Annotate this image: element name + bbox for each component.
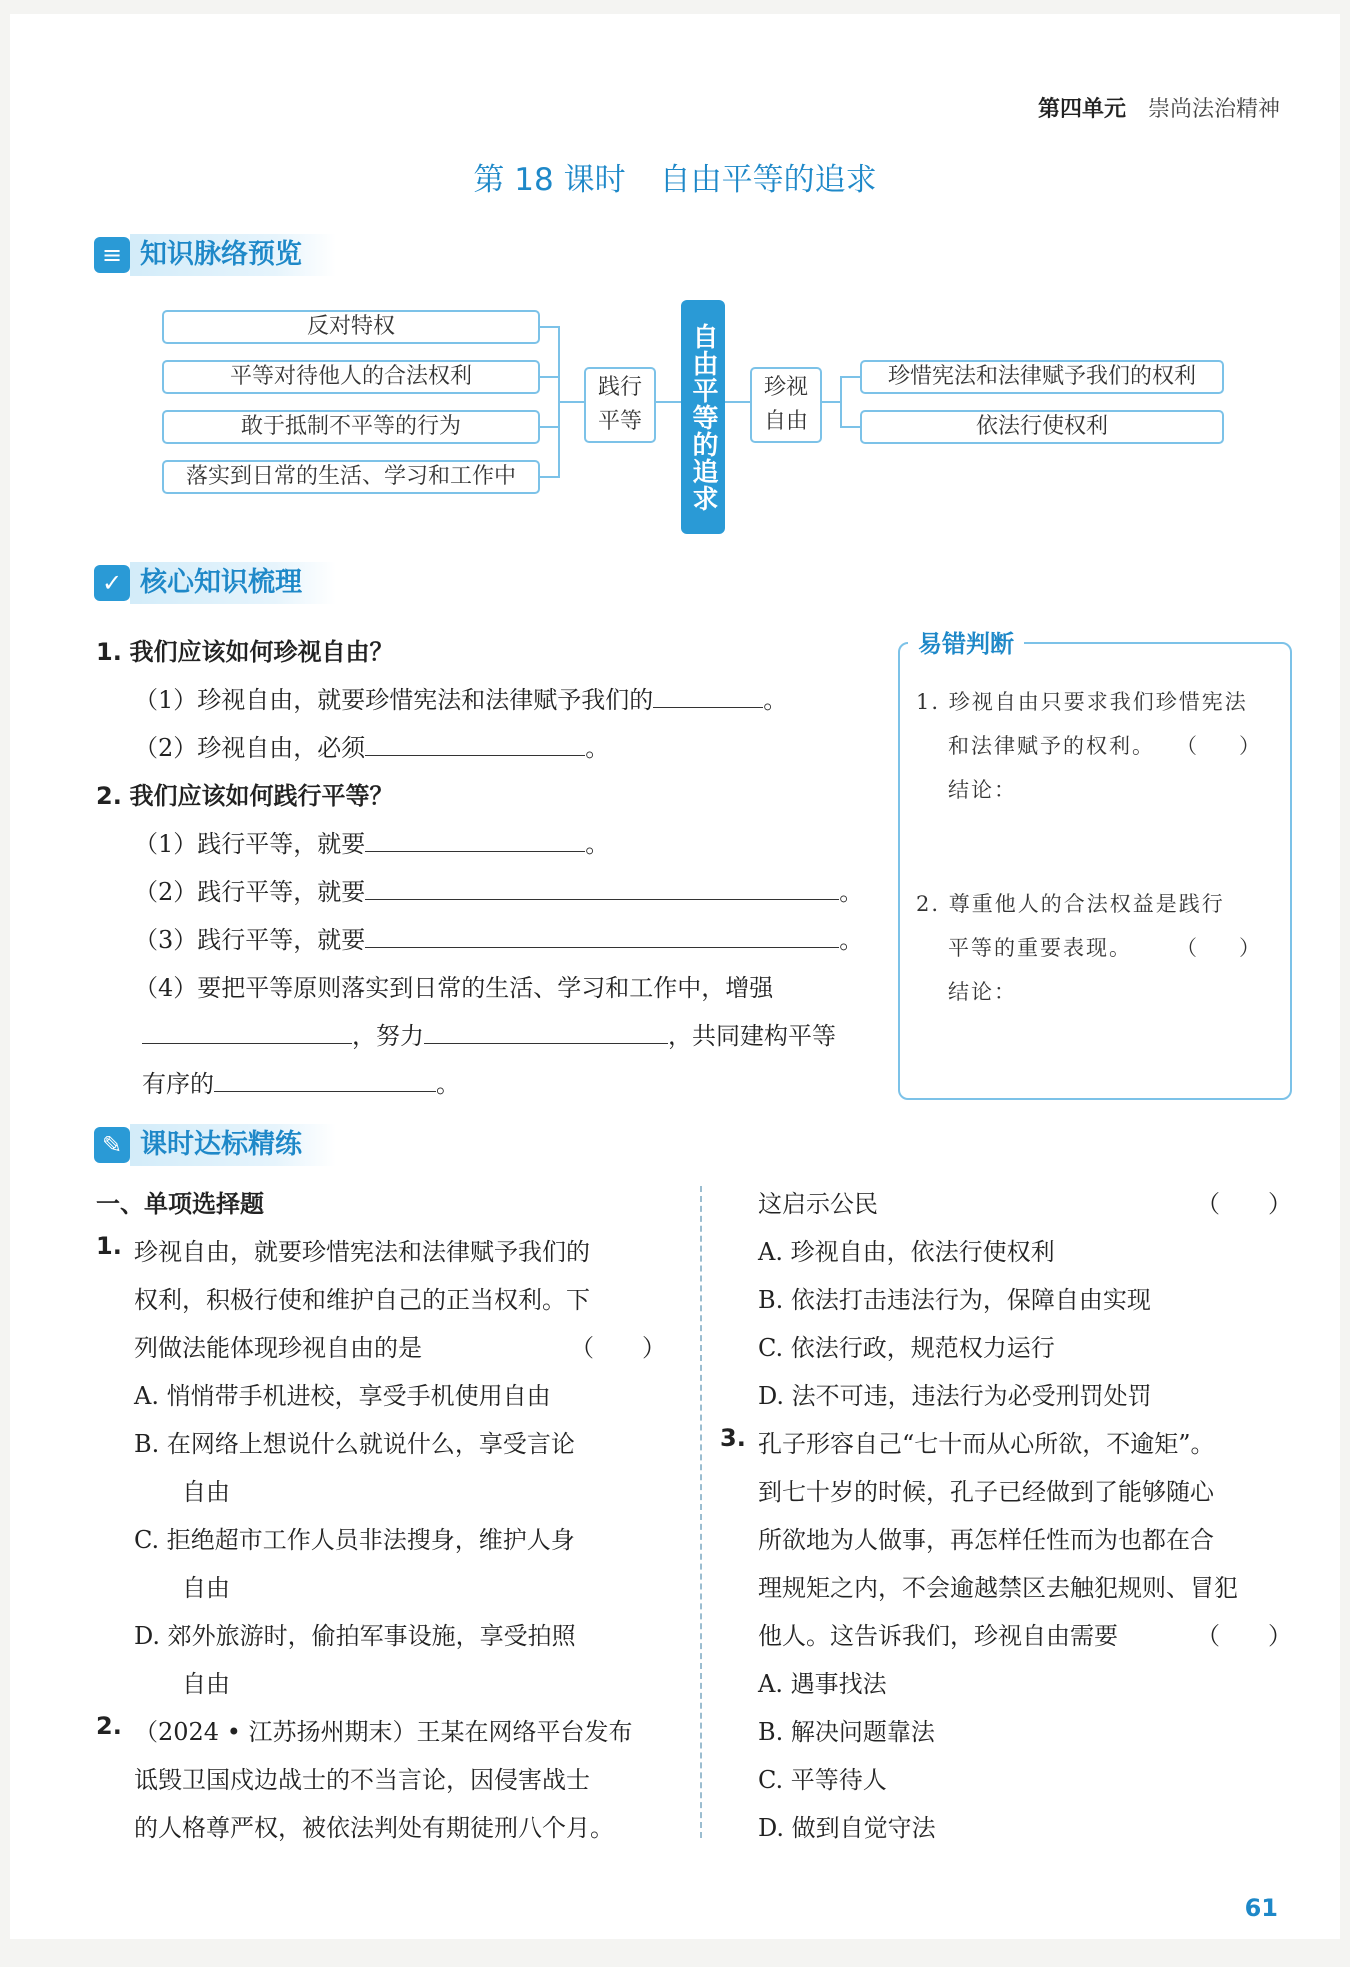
answer-blank[interactable] bbox=[365, 729, 585, 756]
mindmap-center-node: 自由平等的追求 bbox=[681, 300, 725, 534]
item-text: 和法律赋予的权利。 bbox=[948, 734, 1155, 758]
line-text: （1）珍视自由，就要珍惜宪法和法律赋予我们的 bbox=[134, 686, 654, 714]
line-text: （2）践行平等，就要 bbox=[134, 878, 366, 906]
question-number: 1. bbox=[96, 638, 122, 666]
connector bbox=[540, 426, 558, 428]
node-text: 平等 bbox=[597, 409, 642, 434]
question-line: 到七十岁的时候，孔子已经做到了能够随心 bbox=[758, 1478, 1214, 1506]
mindmap-item: 落实到日常的生活、学习和工作中 bbox=[162, 460, 540, 494]
lesson-number: 第 18 课时 bbox=[473, 162, 626, 198]
judgement-title-text: 易错判断 bbox=[918, 630, 1014, 658]
question-line: 列做法能体现珍视自由的是 bbox=[134, 1334, 422, 1362]
option-a[interactable]: A. 悄悄带手机进校，享受手机使用自由 bbox=[134, 1382, 551, 1410]
checkbox-icon: ✓ bbox=[94, 565, 130, 601]
option-b[interactable]: B. 解决问题靠法 bbox=[758, 1718, 935, 1746]
lesson-title bbox=[10, 154, 1340, 199]
item-number: 1. bbox=[916, 690, 941, 714]
practice-q3-number bbox=[720, 1424, 746, 1452]
core-line bbox=[142, 1016, 836, 1051]
option-d-cont: 自由 bbox=[182, 1670, 230, 1698]
layers-icon: ≡ bbox=[94, 237, 130, 273]
section-header-core bbox=[94, 560, 336, 606]
line-text: 。 bbox=[585, 734, 610, 762]
connector bbox=[725, 401, 750, 403]
judgement-line bbox=[948, 932, 1132, 962]
item-number: 2. bbox=[916, 892, 941, 916]
option-c[interactable]: C. 依法行政，规范权力运行 bbox=[758, 1334, 1055, 1362]
option-b[interactable]: B. 在网络上想说什么就说什么，享受言论 bbox=[134, 1430, 575, 1458]
connector bbox=[840, 376, 860, 378]
question-number: 2. bbox=[96, 1712, 122, 1740]
answer-paren[interactable]: （ ） bbox=[1176, 734, 1260, 758]
question-type-text: 一、单项选择题 bbox=[96, 1190, 264, 1218]
column-divider bbox=[700, 1186, 702, 1838]
answer-blank[interactable] bbox=[142, 1017, 352, 1044]
line-text: （4）要把平等原则落实到日常的生活、学习和工作中，增强 bbox=[134, 974, 774, 1002]
question-line: 理规矩之内，不会逾越禁区去触犯规则、冒犯 bbox=[758, 1574, 1238, 1602]
option-b[interactable]: B. 依法打击违法行为，保障自由实现 bbox=[758, 1286, 1151, 1314]
line-text: ，共同建构平等 bbox=[668, 1022, 836, 1050]
question-text: 我们应该如何践行平等？ bbox=[129, 782, 394, 810]
option-d[interactable]: D. 郊外旅游时，偷拍军事设施，享受拍照 bbox=[134, 1622, 576, 1650]
node-text: 践行 bbox=[597, 375, 642, 400]
core-line bbox=[134, 824, 609, 859]
judgement-title bbox=[908, 624, 1024, 659]
core-line bbox=[134, 968, 773, 1003]
option-d[interactable]: D. 做到自觉守法 bbox=[758, 1814, 936, 1842]
question-line: 的人格尊严权，被依法判处有期徒刑八个月。 bbox=[134, 1814, 614, 1842]
answer-blank[interactable] bbox=[365, 921, 839, 948]
judgement-item-1 bbox=[916, 686, 1248, 716]
mindmap-node-freedom bbox=[750, 367, 822, 443]
mindmap-item: 依法行使权利 bbox=[860, 410, 1224, 444]
line-text: 有序的 bbox=[142, 1070, 214, 1098]
question-type bbox=[96, 1184, 264, 1219]
option-c[interactable]: C. 拒绝超市工作人员非法搜身，维护人身 bbox=[134, 1526, 575, 1554]
answer-paren[interactable]: （ ） bbox=[1196, 1190, 1292, 1218]
line-text: ，努力 bbox=[352, 1022, 424, 1050]
question-line: 权利，积极行使和维护自己的正当权利。下 bbox=[134, 1286, 590, 1314]
item-text: 尊重他人的合法权益是践行 bbox=[948, 892, 1225, 916]
option-c[interactable]: C. 平等待人 bbox=[758, 1766, 887, 1794]
question-number: 3. bbox=[720, 1424, 746, 1452]
mindmap-item: 敢于抵制不平等的行为 bbox=[162, 410, 540, 444]
line-text: （1）践行平等，就要 bbox=[134, 830, 366, 858]
section-header-practice bbox=[94, 1122, 336, 1168]
section-title: 课时达标精练 bbox=[130, 1124, 336, 1166]
question-line: 诋毁卫国戍边战士的不当言论，因侵害战士 bbox=[134, 1766, 590, 1794]
connector bbox=[840, 376, 842, 428]
connector bbox=[822, 401, 840, 403]
connector bbox=[840, 426, 860, 428]
core-question-1 bbox=[96, 632, 393, 667]
textbook-page bbox=[10, 14, 1340, 1939]
core-line bbox=[134, 728, 609, 763]
answer-paren[interactable]: （ ） bbox=[1196, 1622, 1292, 1650]
judgement-line bbox=[948, 730, 1155, 760]
page-number: 61 bbox=[1244, 1894, 1278, 1922]
core-line bbox=[142, 1064, 460, 1099]
line-text: 。 bbox=[436, 1070, 460, 1098]
option-c-cont: 自由 bbox=[182, 1574, 230, 1602]
conclusion-label: 结论： bbox=[948, 980, 1017, 1004]
option-d[interactable]: D. 法不可违，违法行为必受刑罚处罚 bbox=[758, 1382, 1152, 1410]
option-b-cont: 自由 bbox=[182, 1478, 230, 1506]
judgement-item-2 bbox=[916, 888, 1225, 918]
answer-paren[interactable]: （ ） bbox=[1176, 936, 1260, 960]
question-line: 所欲地为人做事，再怎样任性而为也都在合 bbox=[758, 1526, 1214, 1554]
question-number: 2. bbox=[96, 782, 122, 810]
lesson-name: 自由平等的追求 bbox=[659, 162, 877, 198]
node-text: 自由 bbox=[763, 409, 808, 434]
answer-blank[interactable] bbox=[424, 1017, 668, 1044]
core-question-2 bbox=[96, 776, 393, 811]
connector bbox=[656, 401, 681, 403]
section-title: 知识脉络预览 bbox=[130, 234, 336, 276]
option-a[interactable]: A. 珍视自由，依法行使权利 bbox=[758, 1238, 1055, 1266]
line-text: （2）珍视自由，必须 bbox=[134, 734, 366, 762]
mindmap-item: 反对特权 bbox=[162, 310, 540, 344]
question-line: 这启示公民 bbox=[758, 1190, 878, 1218]
connector bbox=[558, 401, 584, 403]
item-text: 平等的重要表现。 bbox=[948, 936, 1132, 960]
core-line bbox=[134, 680, 787, 715]
answer-blank[interactable] bbox=[365, 873, 839, 900]
question-text: 我们应该如何珍视自由？ bbox=[129, 638, 394, 666]
question-number: 1. bbox=[96, 1232, 122, 1260]
conclusion-label: 结论： bbox=[948, 778, 1017, 802]
core-line bbox=[134, 872, 863, 907]
question-line: 孔子形容自己“七十而从心所欲，不逾矩”。 bbox=[758, 1430, 1215, 1458]
answer-blank[interactable] bbox=[214, 1065, 436, 1092]
mindmap-item: 珍惜宪法和法律赋予我们的权利 bbox=[860, 360, 1224, 394]
item-text: 珍视自由只要求我们珍惜宪法 bbox=[948, 690, 1248, 714]
answer-paren[interactable]: （ ） bbox=[570, 1334, 666, 1362]
line-text: 。 bbox=[763, 686, 788, 714]
connector bbox=[540, 476, 558, 478]
line-text: 。 bbox=[839, 878, 864, 906]
node-text: 珍视 bbox=[763, 375, 808, 400]
connector bbox=[540, 326, 558, 328]
pencil-icon: ✎ bbox=[94, 1127, 130, 1163]
mindmap-item: 平等对待他人的合法权利 bbox=[162, 360, 540, 394]
question-line: 他人。这告诉我们，珍视自由需要 bbox=[758, 1622, 1118, 1650]
line-text: 。 bbox=[585, 830, 610, 858]
section-header-preview bbox=[94, 232, 336, 278]
answer-blank[interactable] bbox=[653, 681, 763, 708]
question-line: 珍视自由，就要珍惜宪法和法律赋予我们的 bbox=[134, 1238, 590, 1266]
option-a[interactable]: A. 遇事找法 bbox=[758, 1670, 887, 1698]
core-line bbox=[134, 920, 863, 955]
question-line: （2024 • 江苏扬州期末）王某在网络平台发布 bbox=[134, 1718, 633, 1746]
unit-number: 第四单元 bbox=[1037, 96, 1126, 122]
answer-blank[interactable] bbox=[365, 825, 585, 852]
line-text: 。 bbox=[839, 926, 864, 954]
practice-q2-number bbox=[96, 1712, 122, 1740]
connector bbox=[540, 376, 558, 378]
line-text: （3）践行平等，就要 bbox=[134, 926, 366, 954]
unit-title: 崇尚法治精神 bbox=[1147, 97, 1280, 122]
practice-q1-number bbox=[96, 1232, 122, 1260]
running-header bbox=[1038, 92, 1280, 123]
mindmap-node-equality bbox=[584, 367, 656, 443]
section-title: 核心知识梳理 bbox=[130, 562, 336, 604]
